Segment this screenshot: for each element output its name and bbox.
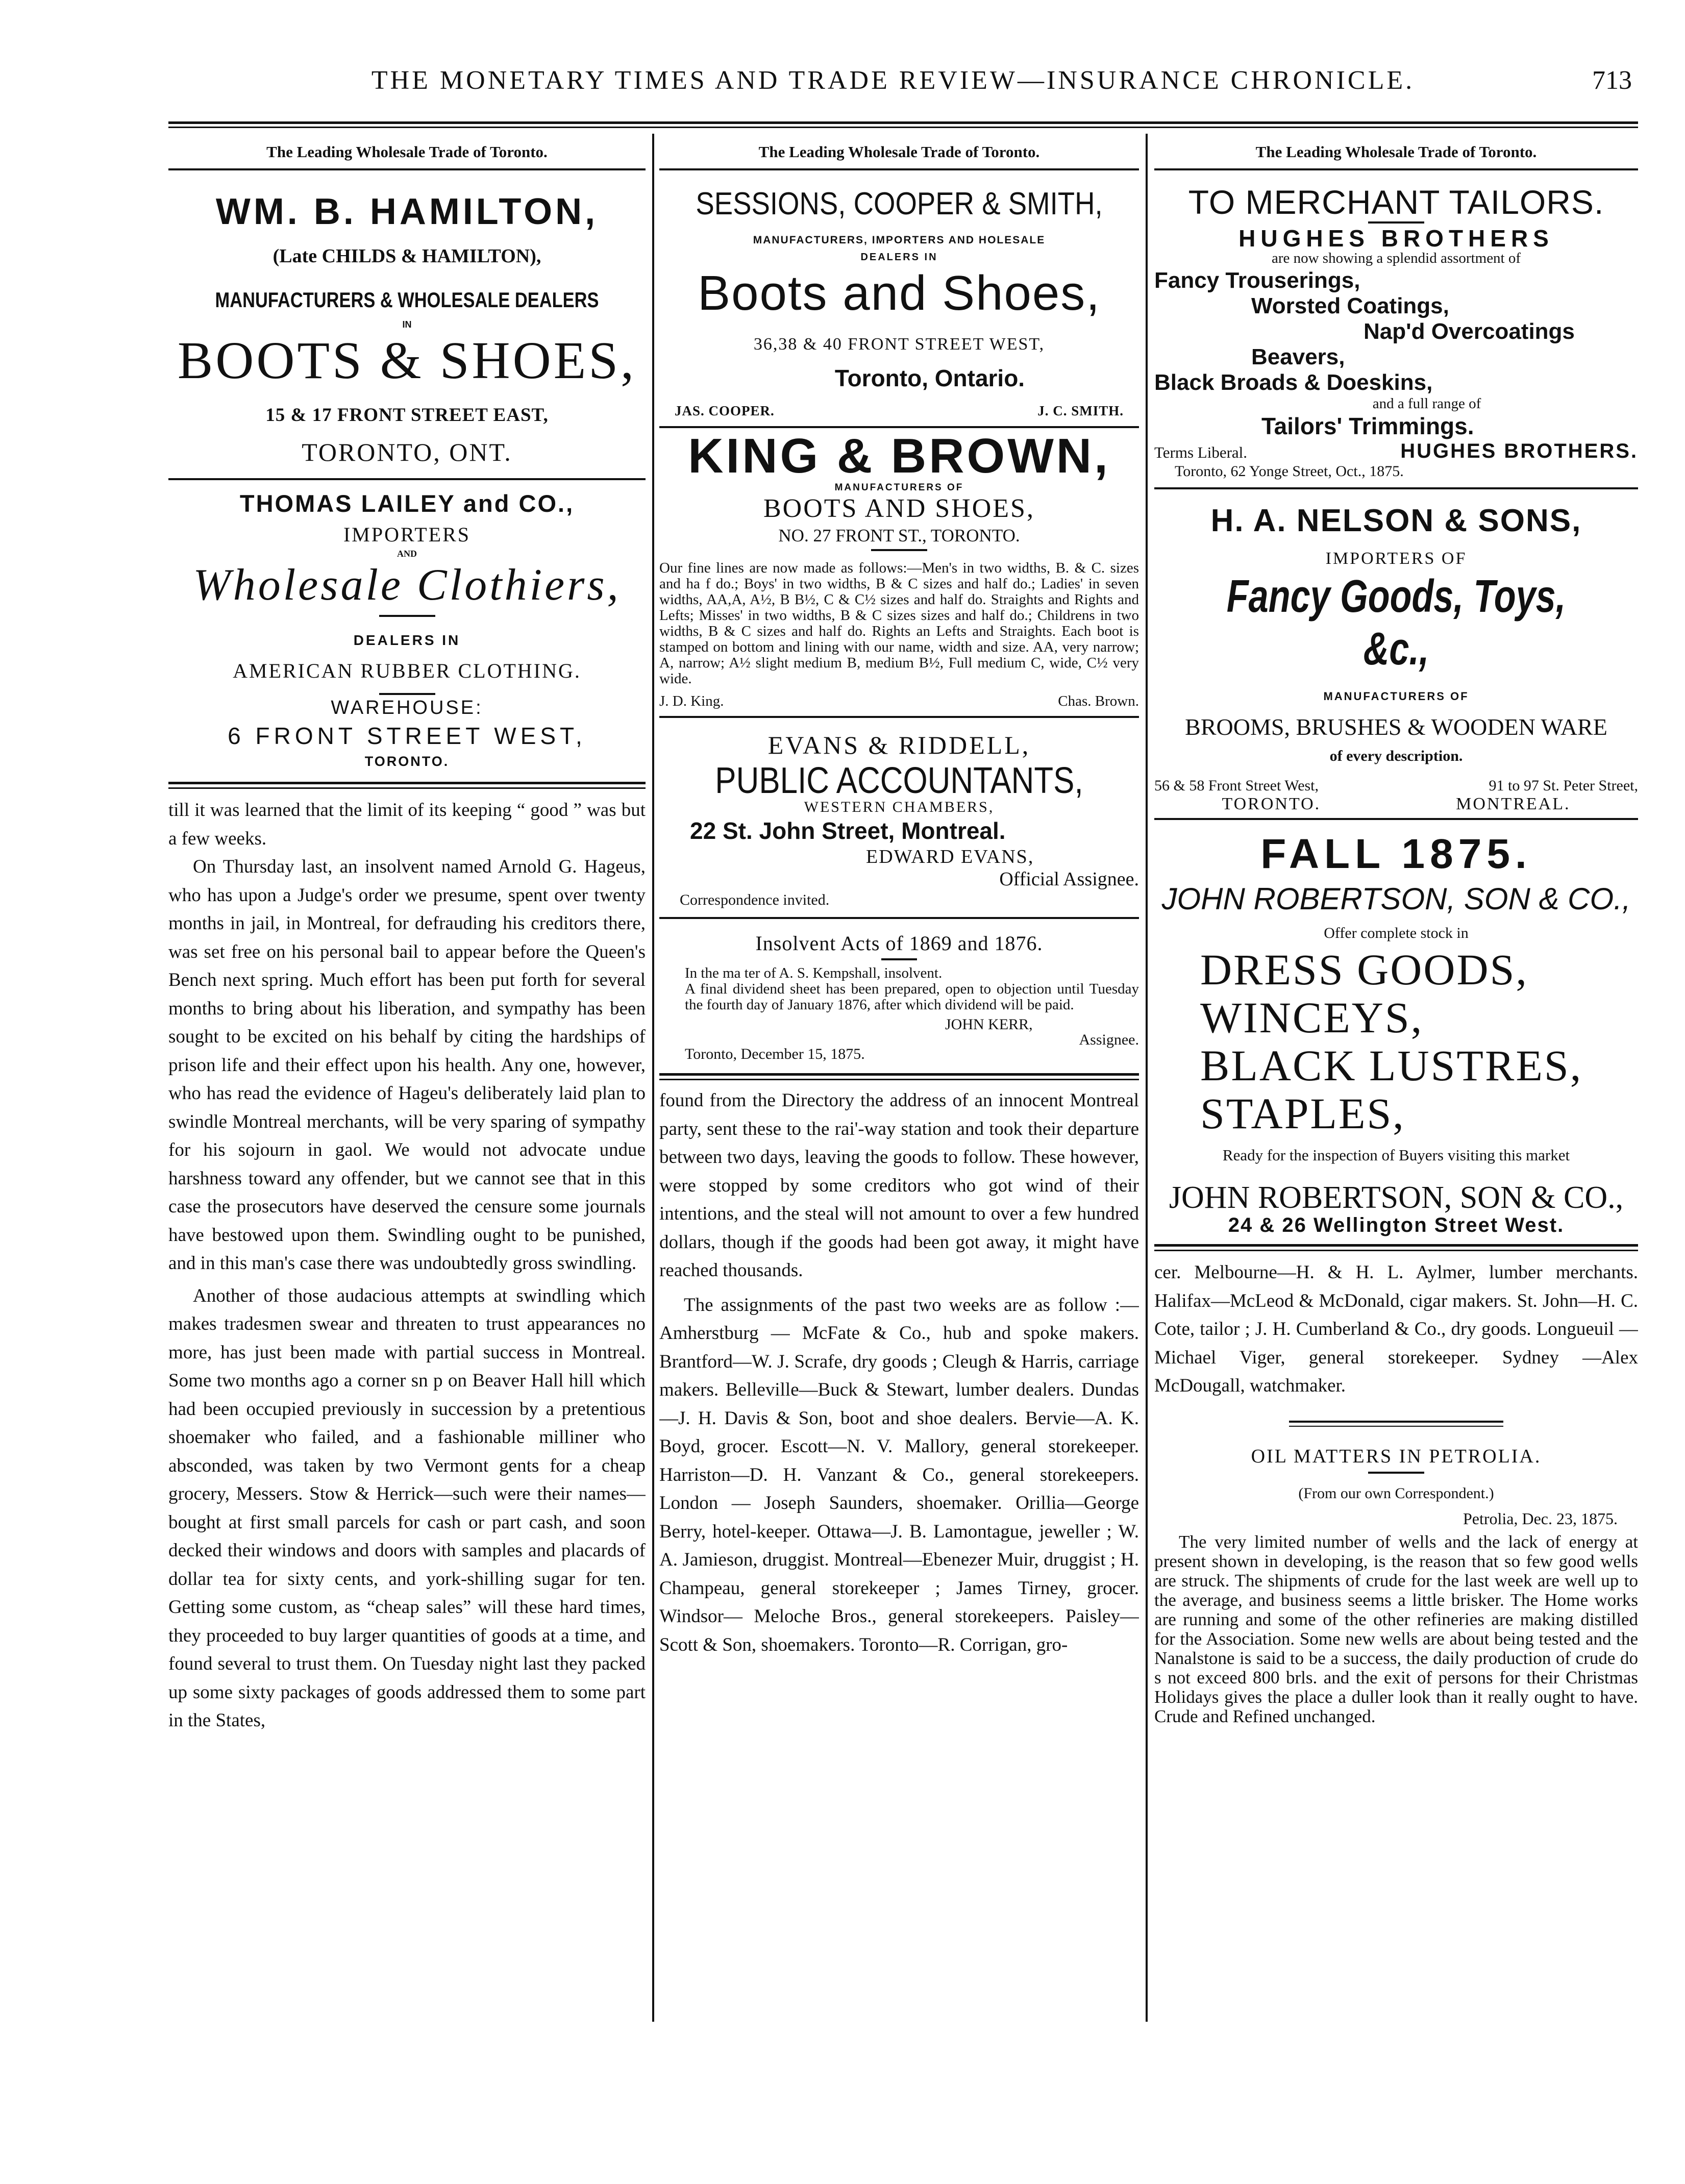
- evans-name: EVANS & RIDDELL,: [767, 731, 1031, 759]
- paragraph: found from the Directory the address of an innocent Montreal party, sent these to the rai'-way station and took their departure between two days, leaving the goods to follow. These however, were stopped by some creditors who got wind of their intentions, and the steal will not amount to over a few hundred dollars, though if the goods had been got away, it might have reached thousands.: [659, 1090, 1139, 1281]
- sessions-goods: Boots and Shoes,: [698, 266, 1101, 320]
- king-partners: [659, 693, 1139, 710]
- lailey-name: THOMAS LAILEY and CO.,: [239, 490, 575, 517]
- ad-lailey: [168, 489, 646, 770]
- nelson-mfr: MANUFACTURERS OF: [1323, 690, 1469, 703]
- ad-king-brown: [659, 428, 1139, 710]
- header-rule-bottom: [168, 127, 1638, 128]
- ad-nelson: [1154, 503, 1638, 814]
- lailey-importers: IMPORTERS: [343, 523, 471, 546]
- ad-robertson: [1154, 830, 1638, 1237]
- king-goods: BOOTS AND SHOES,: [763, 494, 1035, 523]
- banner-rule: [659, 168, 1139, 170]
- partner-brown: Chas. Brown.: [1058, 693, 1139, 709]
- partner-smith: J. C. SMITH.: [1037, 403, 1124, 418]
- lailey-address: 6 FRONT STREET WEST,: [228, 723, 586, 749]
- insolvent-place: Toronto, December 15, 1875.: [685, 1046, 865, 1062]
- robertson-item4: STAPLES,: [1200, 1089, 1405, 1138]
- nelson-name: H. A. NELSON & SONS,: [1210, 503, 1582, 538]
- ad-rule: [659, 917, 1139, 919]
- nelson-addresses: [1154, 777, 1638, 795]
- hughes-terms: Terms Liberal.: [1154, 443, 1248, 461]
- sessions-dealers: DEALERS IN: [860, 252, 938, 263]
- hughes-item2: Worsted Coatings,: [1251, 293, 1449, 318]
- oil-divider: [1368, 1472, 1424, 1474]
- robertson-item3: BLACK LUSTRES,: [1200, 1041, 1583, 1090]
- lailey-divider: [379, 615, 435, 617]
- evans-note: Correspondence invited.: [680, 891, 830, 908]
- paragraph: The assignments of the past two weeks are as follow :— Amherstburg — McFate & Co., hub and spoke makers. Brantford—W. J. Scrafe, dry goods ; Cleugh & Harris, carriage makers. Belleville—Buck & Stewart, lumber dealers. Dundas—J. H. Davis & Son, boot and shoe dealers. Bervie—A. K. Boyd, grocer. Escott—N. V. Mallory, general storekeeper. Harriston—D. H. Vanzant & Co., general storekeepers. London — Joseph Saunders, shoemaker. Orillia—George Berry, hotel-keeper. Ottawa—J. B. Lamontague, jeweller ; W. A. Jamieson, druggist. Montreal—Ebenezer Muir, druggist ; H. Champeau, general storekeeper ; James Tirney, grocer. Windsor— Meloche Bros., general storekeepers. Paisley—Scott & Son, shoemakers. Toronto—R. Corrigan, gro-: [659, 1294, 1139, 1655]
- insolvent-signer: JOHN KERR,: [945, 1016, 1033, 1033]
- nelson-addr1: 56 & 58 Front Street West,: [1154, 777, 1319, 794]
- hughes-item6: Tailors' Trimmings.: [1261, 413, 1474, 439]
- king-text: Our fine lines are now made as follows:—Men's in two widths, B. & C. sizes and ha f do.; Boys' in two widths, B & C sizes and half do.; Ladies' in seven widths, AA,A, A½, B B½, C & C½ sizes and half do. Straights and Rights and Lefts; Misses' in two widths, B & C sizes sizes and half do.; Childrens in two widths, B & C sizes and half do. Rights an Lefts and Straights. Each boot is stamped on bottom and lining with our name, width and size. AA, very narrow; A, narrow; A½ slight medium B, medium B½, Full medium C, wide, C½ very wide.: [659, 560, 1139, 687]
- notice-insolvent-acts: [659, 931, 1139, 1063]
- evans-title: PUBLIC ACCOUNTANTS,: [715, 760, 1083, 801]
- article-column-2: [659, 1086, 1139, 1659]
- banner-leading-trade: The Leading Wholesale Trade of Toronto.: [758, 143, 1040, 161]
- lailey-warehouse: WAREHOUSE:: [331, 697, 483, 718]
- oil-title: OIL MATTERS IN PETROLIA.: [1251, 1445, 1542, 1467]
- lailey-city: TORONTO.: [364, 754, 450, 769]
- sessions-city: Toronto, Ontario.: [834, 365, 1025, 391]
- ad-rule-bottom-2: [168, 787, 646, 789]
- robertson-name: JOHN ROBERTSON, SON & CO.,: [1161, 882, 1631, 916]
- hughes-place: Toronto, 62 Yonge Street, Oct., 1875.: [1175, 463, 1404, 480]
- hamilton-late: (Late CHILDS & HAMILTON),: [272, 245, 541, 267]
- hamilton-city: TORONTO, ONT.: [302, 438, 512, 466]
- king-mfr: MANUFACTURERS OF: [834, 482, 964, 493]
- evans-address: 22 St. John Street, Montreal.: [690, 817, 1006, 844]
- ad-rule-bottom-2: [659, 1079, 1139, 1080]
- robertson-ready: Ready for the inspection of Buyers visiting this market: [1222, 1146, 1570, 1164]
- king-address: NO. 27 FRONT ST., TORONTO.: [778, 526, 1020, 545]
- banner-rule: [1154, 168, 1638, 170]
- robertson-item2: WINCEYS,: [1200, 993, 1424, 1042]
- evans-person: EDWARD EVANS,: [866, 846, 1034, 867]
- insolvent-divider: [881, 958, 917, 960]
- hughes-terms-line: [1154, 440, 1638, 463]
- nelson-city1: TORONTO.: [1222, 795, 1321, 813]
- nelson-goods: Fancy Goods, Toys, &c.,: [1226, 571, 1566, 675]
- lailey-dealers: DEALERS IN: [353, 632, 461, 648]
- page-number: 713: [1592, 66, 1632, 95]
- hughes-range: and a full range of: [1372, 395, 1481, 412]
- hughes-item4: Beavers,: [1251, 344, 1345, 369]
- banner-rule: [168, 168, 646, 170]
- lailey-divider-2: [379, 693, 435, 695]
- sessions-partners: [659, 403, 1139, 419]
- lailey-goods: Wholesale Clothiers,: [193, 560, 621, 610]
- nelson-addr2: 91 to 97 St. Peter Street,: [1489, 777, 1638, 794]
- insolvent-role: Assignee.: [1079, 1031, 1139, 1048]
- ad-rule-bottom: [659, 1073, 1139, 1076]
- header-rule-top: [168, 121, 1638, 124]
- hamilton-trade: MANUFACTURERS & WHOLESALE DEALERS: [215, 288, 599, 312]
- column-2: [659, 134, 1139, 2032]
- paragraph: cer. Melbourne—H. & H. L. Aylmer, lumber merchants. Halifax—McLeod & McDonald, cigar makers. St. John—H. C. Cote, tailor ; J. H. Cumberland & Co., dry goods. Longueuil —Michael Viger, general storekeeper. Sydney —Alex McDougall, watchmaker.: [1154, 1262, 1638, 1396]
- ad-rule-bottom-2: [1154, 1250, 1638, 1251]
- sessions-address: 36,38 & 40 FRONT STREET WEST,: [753, 335, 1045, 354]
- banner-leading-trade: The Leading Wholesale Trade of Toronto.: [1255, 143, 1537, 161]
- lailey-and: AND: [397, 549, 417, 559]
- ad-rule: [168, 478, 646, 480]
- king-name: KING & BROWN,: [688, 429, 1110, 483]
- column-divider-1: [652, 134, 654, 2022]
- insolvent-text2: A final dividend sheet has been prepared, open to objection until Tuesday the fourth day of January 1876, after which dividend will be paid.: [685, 981, 1139, 1013]
- tailors-heading: TO MERCHANT TAILORS.: [1188, 183, 1604, 221]
- section-divider-2: [1289, 1426, 1503, 1427]
- sessions-trade: MANUFACTURERS, IMPORTERS AND HOLESALE: [753, 234, 1046, 246]
- ad-hughes-brothers: [1154, 183, 1638, 480]
- ad-rule: [659, 716, 1139, 718]
- nelson-desc: of every description.: [1329, 748, 1463, 764]
- hughes-item3: Nap'd Overcoatings: [1364, 319, 1575, 344]
- running-header: THE MONETARY TIMES AND TRADE REVIEW—INSURANCE CHRONICLE.: [371, 66, 1415, 95]
- hughes-intro: are now showing a splendid assortment of: [1271, 250, 1521, 266]
- ad-rule-bottom: [1154, 1244, 1638, 1247]
- ad-hamilton: [168, 191, 646, 467]
- hughes-firm: HUGHES BROTHERS: [1238, 225, 1554, 252]
- nelson-cities: [1154, 795, 1638, 814]
- partner-king: J. D. King.: [659, 693, 724, 709]
- column-3: [1154, 134, 1638, 2032]
- ad-rule: [1154, 487, 1638, 489]
- oil-source: (From our own Correspondent.): [1298, 1484, 1494, 1502]
- hughes-item1: Fancy Trouserings,: [1154, 268, 1360, 293]
- nelson-city2: MONTREAL.: [1456, 795, 1571, 813]
- section-divider: [1289, 1421, 1503, 1423]
- nelson-wares: BROOMS, BRUSHES & WOODEN WARE: [1185, 714, 1607, 740]
- hughes-signature: HUGHES BROTHERS.: [1400, 440, 1638, 462]
- sessions-name: SESSIONS, COOPER & SMITH,: [696, 186, 1103, 221]
- evans-role: Official Assignee.: [999, 868, 1139, 890]
- nelson-importers: IMPORTERS OF: [1325, 549, 1467, 568]
- ad-rule-bottom: [168, 782, 646, 784]
- hamilton-address: 15 & 17 FRONT STREET EAST,: [265, 405, 549, 426]
- paragraph: till it was learned that the limit of its keeping “ good ” was but a few weeks.: [168, 800, 646, 849]
- oil-text: The very limited number of wells and the lack of energy at present shown in developing, is the reason that so few good wells are struck. The shipments of crude for the last week are well up to the average, and business seems a little brisker. The Home works are running and some of the other refineries are making distilled for the Association. Some new wells are about being tested and the Nanalstone is said to be a success, the daily production of crude do s not exceed 800 brls. and the exit of persons for their Christmas Holidays gives the place a duller look than it really ought to have. Crude and Refined unchanged.: [1154, 1531, 1638, 1726]
- robertson-name2: JOHN ROBERTSON, SON & CO.,: [1169, 1180, 1624, 1215]
- oil-dateline: Petrolia, Dec. 23, 1875.: [1463, 1509, 1618, 1528]
- article-column-1: [168, 796, 646, 1735]
- paragraph: Another of those audacious attempts at swindling which makes tradesmen swear and threaten to trust appearances no more, has just been made with partial success in Montreal. Some two months ago a corner sn p on Beaver Hall hill which had been occupied previously in succession by a pretentious shoemaker who failed, and a fashionable milliner who absconded, was taken by two Vermont gents for a cheap grocery, Messers. Stow & Herrick—such were their names—bought at first small parcels for cash or part cash, and soon decked their windows and doors with samples and placards of dollar tea for sixty cents, and york-shilling sugar for ten. Getting some custom, as “cheap sales” will these hard times, they proceeded to buy larger quantities of goods at a time, and found several to trust them. On Tuesday night last they packed up some sixty packages of goods addressed them to some part in the States,: [168, 1285, 646, 1731]
- article-column-3: [1154, 1258, 1638, 1400]
- hamilton-name: WM. B. HAMILTON,: [215, 191, 599, 232]
- ad-rule: [659, 426, 1139, 428]
- ad-sessions: [659, 186, 1139, 419]
- insolvent-text1: In the ma ter of A. S. Kempshall, insolvent.: [685, 965, 943, 981]
- tailors-divider: [1368, 221, 1424, 224]
- hamilton-goods: BOOTS & SHOES,: [177, 331, 637, 390]
- hamilton-in: IN: [402, 319, 412, 330]
- column-1: [168, 134, 646, 2032]
- robertson-offer: Offer complete stock in: [1324, 925, 1469, 941]
- robertson-season: FALL 1875.: [1260, 831, 1532, 877]
- insolvent-title: Insolvent Acts of 1869 and 1876.: [755, 932, 1043, 955]
- banner-leading-trade: The Leading Wholesale Trade of Toronto.: [266, 143, 548, 161]
- robertson-address: 24 & 26 Wellington Street West.: [1228, 1214, 1565, 1236]
- column-divider-2: [1146, 134, 1148, 2022]
- hughes-item5: Black Broads & Doeskins,: [1154, 370, 1433, 395]
- ad-rule: [1154, 818, 1638, 820]
- lailey-rubber: AMERICAN RUBBER CLOTHING.: [233, 659, 581, 682]
- paragraph: On Thursday last, an insolvent named Arnold G. Hageus, who has upon a Judge's order we presume, spent over twenty months in jail, in Montreal, for defrauding his creditors there, was set free on his personal bail to appear before the Queen's Bench next spring. Much effort has been put forth for several months to bring about his liberation, and sympathy has been sought to be excited on his behalf by citing the hardships of prison life and their effect upon his health. Any one, however, who has read the evidence of Hageu's deliberately laid plan to swindle Montreal merchants, will be very sparing of sympathy for his sojourn in gaol. We would not advocate undue harshness toward any offender, but we cannot see that in this case the prosecutors have deserved the censure some journals have bestowed upon them. Swindling ought to be punished, and in this man's case there was undoubtedly gross swindling.: [168, 856, 646, 1274]
- article-oil-matters: [1154, 1445, 1638, 1726]
- king-divider: [871, 549, 927, 551]
- evans-chambers: WESTERN CHAMBERS,: [804, 799, 995, 815]
- robertson-item1: DRESS GOODS,: [1200, 945, 1528, 994]
- ad-evans-riddell: [659, 730, 1139, 909]
- partner-cooper: JAS. COOPER.: [675, 403, 775, 418]
